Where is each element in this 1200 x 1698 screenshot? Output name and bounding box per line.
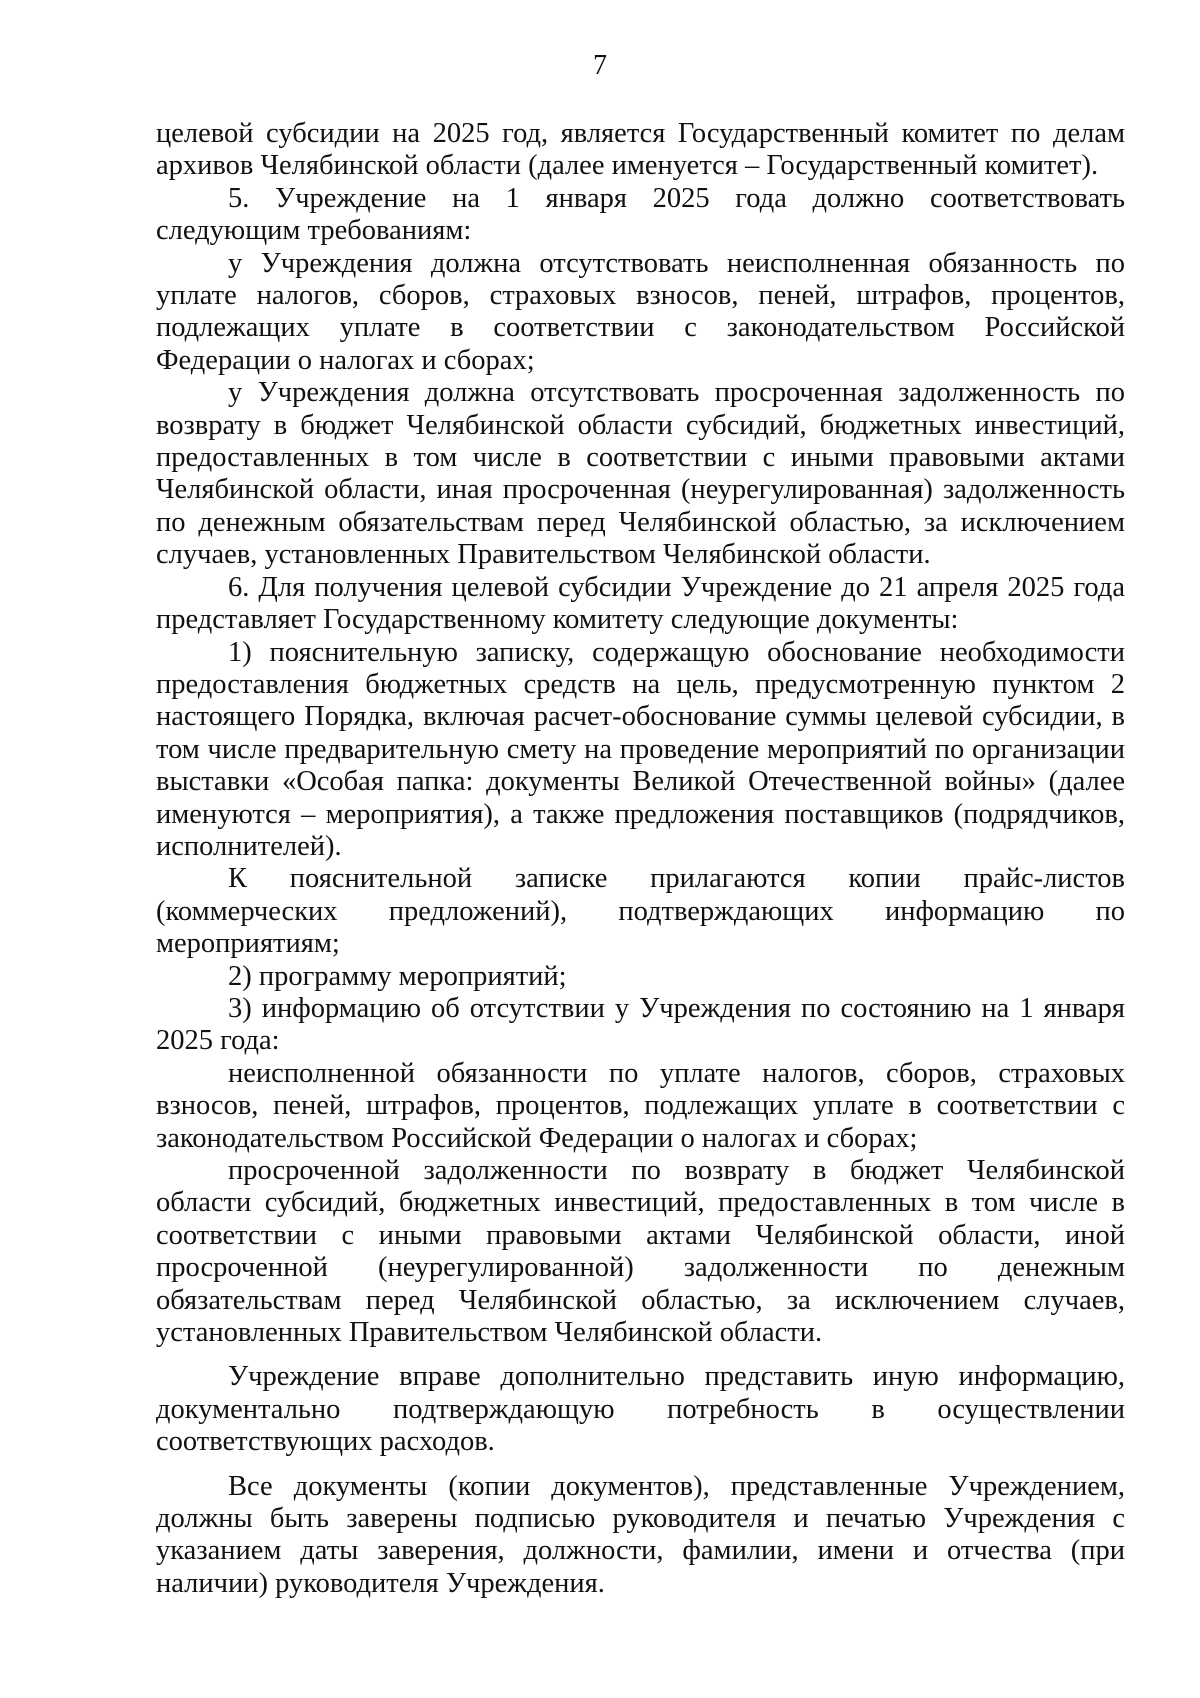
paragraph-certification: Все документы (копии документов), представленные Учреждением, должны быть заверены подписью руководителя и печатью Учреждения с указанием даты заверения, должности, фамилии, имени и отчества (при наличии) руководителя Учреждения.	[156, 1470, 1125, 1599]
document-body	[156, 118, 1125, 1600]
paragraph-tax-obligation: неисполненной обязанности по уплате налогов, сборов, страховых взносов, пеней, штрафов, процентов, подлежащих уплате в соответствии с законодательством Российской Федерации о налогах и сборах;	[156, 1057, 1125, 1154]
paragraph-debt-requirement: у Учреждения должна отсутствовать просроченная задолженность по возврату в бюджет Челябинской области субсидий, бюджетных инвестиций, предоставленных в том числе в соответствии с иными правовыми актами Челябинской области, иная просроченная (неурегулированная) задолженность по денежным обязательствам перед Челябинской областью, за исключением случаев, установленных Правительством Челябинской области.	[156, 377, 1125, 571]
paragraph-absence-info: 3) информацию об отсутствии у Учреждения по состоянию на 1 января 2025 года:	[156, 992, 1125, 1057]
paragraph-additional-info: Учреждение вправе дополнительно представить иную информацию, документально подтверждающую потребность в осуществлении соответствующих расходов.	[156, 1361, 1125, 1458]
paragraph-intro: целевой субсидии на 2025 год, является Государственный комитет по делам архивов Челябинской области (далее именуется – Государственный комитет).	[156, 118, 1125, 182]
paragraph-item-6: 6. Для получения целевой субсидии Учреждение до 21 апреля 2025 года представляет Государственному комитету следующие документы:	[156, 571, 1125, 636]
paragraph-program: 2) программу мероприятий;	[228, 960, 567, 992]
paragraph-overdue-debt: просроченной задолженности по возврату в бюджет Челябинской области субсидий, бюджетных инвестиций, предоставленных в том числе в соответствии с иными правовыми актами Челябинской области, иной просроченной (неурегулированной) задолженности по денежным обязательствам перед Челябинской областью, за исключением случаев, установленных Правительством Челябинской области.	[156, 1155, 1125, 1349]
paragraph-tax-requirement: у Учреждения должна отсутствовать неисполненная обязанность по уплате налогов, сборов, страховых взносов, пеней, штрафов, процентов, подлежащих уплате в соответствии с законодательством Российской Федерации о налогах и сборах;	[156, 247, 1125, 376]
paragraph-price-lists: К пояснительной записке прилагаются копии прайс-листов (коммерческих предложений), подтверждающих информацию по мероприятиям;	[156, 863, 1125, 960]
page-number: 7	[593, 50, 607, 81]
paragraph-item-5: 5. Учреждение на 1 января 2025 года должно соответствовать следующим требованиям:	[156, 182, 1125, 247]
paragraph-explanatory-note: 1) пояснительную записку, содержащую обоснование необходимости предоставления бюджетных средств на цель, предусмотренную пунктом 2 настоящего Порядка, включая расчет-обоснование суммы целевой субсидии, в том числе предварительную смету на проведение мероприятий по организации выставки «Особая папка: документы Великой Отечественной войны» (далее именуются – мероприятия), а также предложения поставщиков (подрядчиков, исполнителей).	[156, 636, 1125, 862]
